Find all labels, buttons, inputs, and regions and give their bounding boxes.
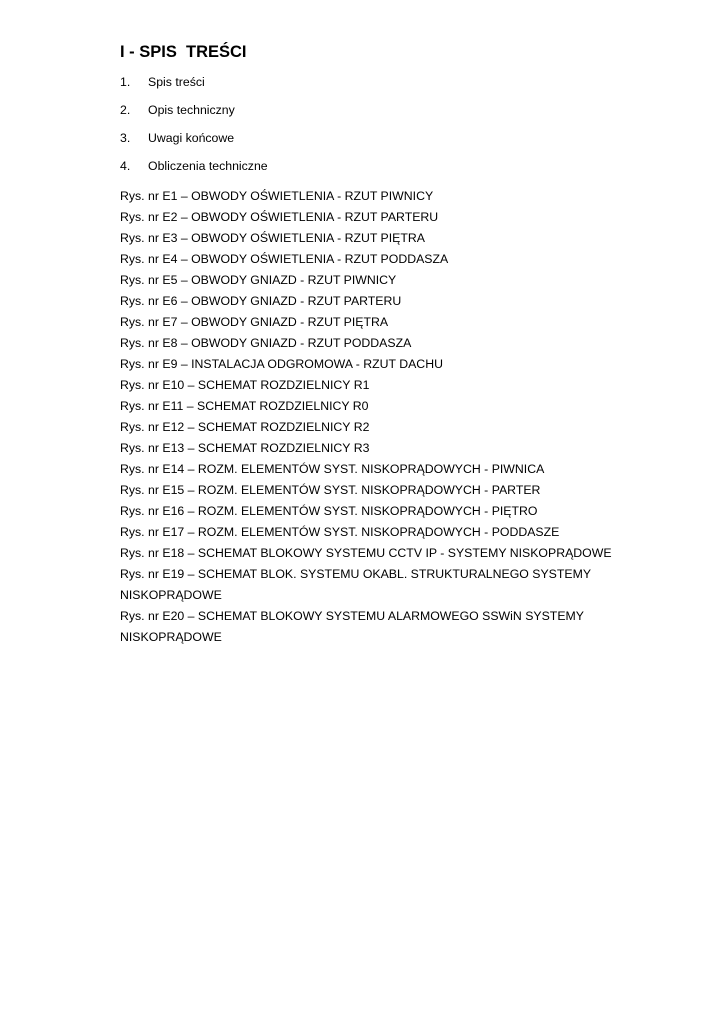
drawing-item-e4: Rys. nr E4 – OBWODY OŚWIETLENIA - RZUT PODDASZA bbox=[120, 252, 449, 266]
toc-item-number: 1. bbox=[120, 75, 131, 89]
table-of-contents bbox=[120, 74, 680, 186]
toc-item-label: Uwagi końcowe bbox=[148, 131, 235, 145]
drawing-item-e8: Rys. nr E8 – OBWODY GNIAZD - RZUT PODDASZA bbox=[120, 336, 412, 350]
drawing-item-e16: Rys. nr E16 – ROZM. ELEMENTÓW SYST. NISKOPRĄDOWYCH - PIĘTRO bbox=[120, 504, 538, 518]
document-page bbox=[120, 40, 680, 648]
drawing-item-e7: Rys. nr E7 – OBWODY GNIAZD - RZUT PIĘTRA bbox=[120, 315, 389, 329]
toc-item-number: 4. bbox=[120, 159, 131, 173]
drawing-item-e9: Rys. nr E9 – INSTALACJA ODGROMOWA - RZUT DACHU bbox=[120, 357, 443, 371]
toc-item bbox=[120, 158, 680, 186]
drawing-item-e18: Rys. nr E18 – SCHEMAT BLOKOWY SYSTEMU CCTV IP - SYSTEMY NISKOPRĄDOWE bbox=[120, 546, 612, 560]
drawing-item-e12: Rys. nr E12 – SCHEMAT ROZDZIELNICY R2 bbox=[120, 420, 370, 434]
drawing-item-e10: Rys. nr E10 – SCHEMAT ROZDZIELNICY R1 bbox=[120, 378, 370, 392]
drawing-item-e14: Rys. nr E14 – ROZM. ELEMENTÓW SYST. NISKOPRĄDOWYCH - PIWNICA bbox=[120, 462, 545, 476]
toc-item-number: 3. bbox=[120, 131, 131, 145]
toc-item bbox=[120, 130, 680, 158]
toc-item-label: Opis techniczny bbox=[148, 103, 235, 117]
drawing-item-e1: Rys. nr E1 – OBWODY OŚWIETLENIA - RZUT PIWNICY bbox=[120, 189, 434, 203]
drawing-item-e11: Rys. nr E11 – SCHEMAT ROZDZIELNICY R0 bbox=[120, 399, 369, 413]
drawings-list bbox=[120, 186, 680, 648]
toc-item-number: 2. bbox=[120, 103, 131, 117]
page-title: I - SPIS TREŚCI bbox=[120, 43, 247, 61]
drawing-item-e6: Rys. nr E6 – OBWODY GNIAZD - RZUT PARTERU bbox=[120, 294, 402, 308]
drawing-item-e5: Rys. nr E5 – OBWODY GNIAZD - RZUT PIWNICY bbox=[120, 273, 397, 287]
drawing-item-e13: Rys. nr E13 – SCHEMAT ROZDZIELNICY R3 bbox=[120, 441, 370, 455]
drawing-item-e2: Rys. nr E2 – OBWODY OŚWIETLENIA - RZUT PARTERU bbox=[120, 210, 439, 224]
drawing-item-e3: Rys. nr E3 – OBWODY OŚWIETLENIA - RZUT PIĘTRA bbox=[120, 231, 425, 245]
drawing-item-e15: Rys. nr E15 – ROZM. ELEMENTÓW SYST. NISKOPRĄDOWYCH - PARTER bbox=[120, 483, 541, 497]
toc-item bbox=[120, 102, 680, 130]
toc-item-label: Spis treści bbox=[148, 75, 205, 89]
toc-item bbox=[120, 74, 680, 102]
toc-item-label: Obliczenia techniczne bbox=[148, 159, 268, 173]
drawing-item-e17: Rys. nr E17 – ROZM. ELEMENTÓW SYST. NISKOPRĄDOWYCH - PODDASZE bbox=[120, 525, 560, 539]
drawing-item-e20: Rys. nr E20 – SCHEMAT BLOKOWY SYSTEMU ALARMOWEGO SSWiN SYSTEMY NISKOPRĄDOWE bbox=[120, 609, 584, 644]
drawing-item-e19: Rys. nr E19 – SCHEMAT BLOK. SYSTEMU OKABL. STRUKTURALNEGO SYSTEMY NISKOPRĄDOWE bbox=[120, 567, 591, 602]
